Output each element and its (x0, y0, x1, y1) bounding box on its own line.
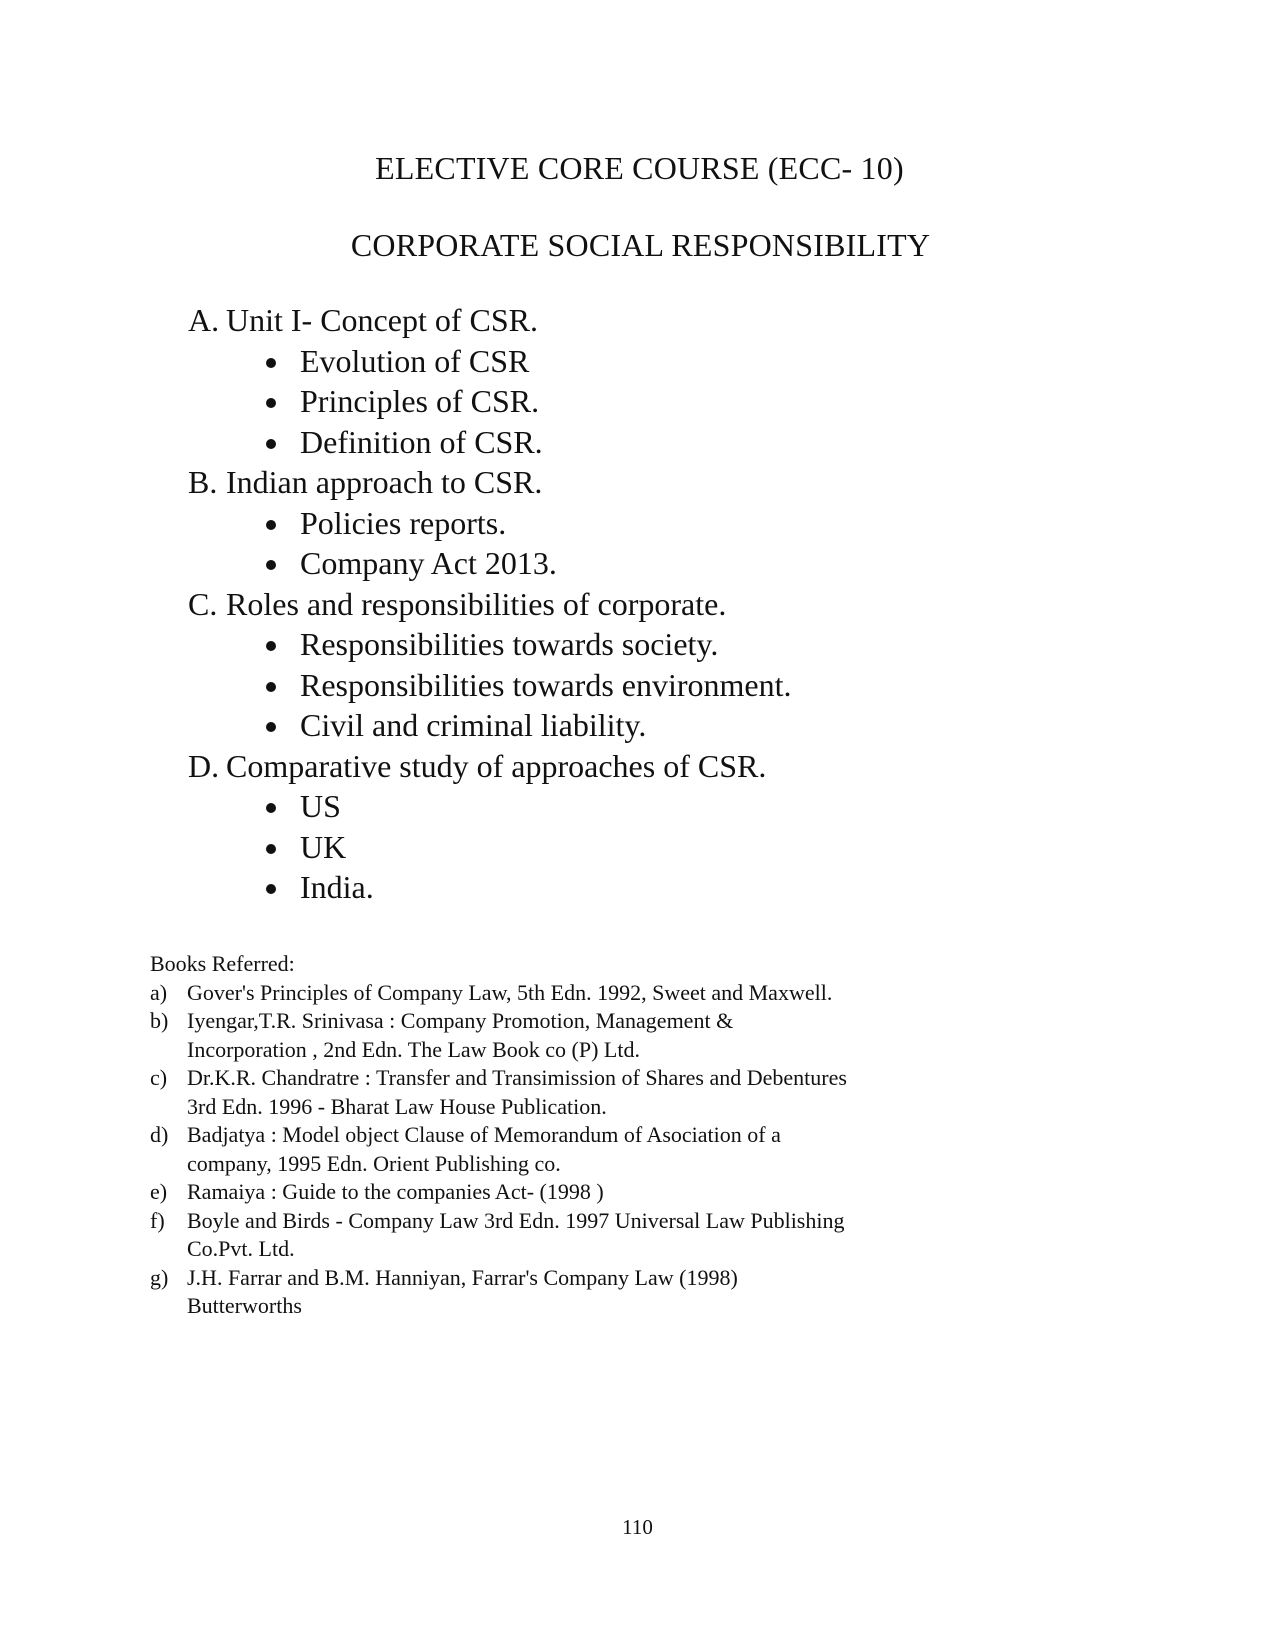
bullet-icon (266, 641, 276, 651)
unit-letter: C. (188, 585, 218, 622)
book-letter: c) (150, 1065, 168, 1090)
unit-letter: A. (188, 302, 220, 338)
unit-item (188, 746, 1188, 908)
book-letter: f) (150, 1207, 165, 1233)
bullet-icon (266, 560, 276, 570)
topic-text: Policies reports. (300, 504, 507, 541)
topic-item (188, 624, 1188, 665)
unit-heading (188, 746, 1188, 787)
topic-item (188, 341, 1188, 382)
page-number: 110 (622, 1515, 653, 1539)
bullet-icon (266, 722, 276, 732)
unit-item (188, 300, 1188, 462)
book-text: Badjatya : Model object Clause of Memorandum of Asociation of a company, 1995 Edn. Orient Publishing co. (187, 1122, 781, 1176)
topic-text: US (300, 788, 341, 824)
bullet-icon (266, 844, 276, 854)
unit-heading (188, 584, 1188, 625)
book-text: J.H. Farrar and B.M. Hanniyan, Farrar's Company Law (1998) Butterworths (187, 1264, 738, 1318)
unit-title: Unit I- Concept of CSR. (226, 302, 538, 338)
topic-item (188, 422, 1188, 463)
topic-text: Civil and criminal liability. (300, 707, 647, 743)
topic-text: Responsibilities towards environment. (300, 666, 792, 703)
book-text: Gover's Principles of Company Law, 5th Edn. 1992, Sweet and Maxwell. (187, 979, 833, 1005)
book-letter: b) (150, 1008, 169, 1033)
books-heading: Books Referred: (150, 951, 295, 976)
topic-list (188, 341, 1188, 463)
book-item (150, 1064, 870, 1121)
book-text: Boyle and Birds - Company Law 3rd Edn. 1997 Universal Law Publishing Co.Pvt. Ltd. (187, 1207, 845, 1261)
bullet-icon (266, 439, 276, 449)
subject-title: CORPORATE SOCIAL RESPONSIBILITY (350, 227, 931, 263)
topic-list (188, 624, 1188, 746)
topic-item (188, 867, 1188, 908)
topic-text: Definition of CSR. (300, 423, 543, 460)
topic-list (188, 503, 1188, 584)
unit-item (188, 462, 1188, 584)
unit-letter: D. (188, 747, 220, 784)
unit-heading (188, 462, 1188, 503)
book-letter: g) (150, 1264, 169, 1290)
unit-title: Roles and responsibilities of corporate. (226, 585, 727, 622)
unit-letter: B. (188, 464, 218, 500)
course-title: ELECTIVE CORE COURSE (ECC- 10) (375, 150, 904, 186)
book-item (150, 1207, 870, 1264)
topic-list (188, 786, 1188, 908)
bullet-icon (266, 520, 276, 530)
topic-text: Evolution of CSR (300, 342, 530, 379)
topic-item (188, 381, 1188, 422)
book-item (150, 979, 870, 1008)
book-letter: d) (150, 1122, 169, 1147)
bullet-icon (266, 358, 276, 368)
bullet-icon (266, 884, 276, 894)
topic-text: Responsibilities towards society. (300, 626, 719, 662)
book-text: Dr.K.R. Chandratre : Transfer and Transimission of Shares and Debentures 3rd Edn. 1996 - Bharat Law House Publication. (187, 1065, 847, 1119)
topic-item (188, 705, 1188, 746)
unit-title: Comparative study of approaches of CSR. (226, 747, 767, 784)
unit-list (188, 300, 1188, 908)
bullet-icon (266, 398, 276, 408)
book-text: Ramaiya : Guide to the companies Act- (1998 ) (187, 1179, 604, 1204)
bullet-icon (266, 682, 276, 692)
book-text: Iyengar,T.R. Srinivasa : Company Promotion, Management & Incorporation , 2nd Edn. The Law Book co (P) Ltd. (187, 1008, 734, 1062)
unit-item (188, 584, 1188, 746)
book-list (150, 979, 870, 1321)
topic-text: Principles of CSR. (300, 383, 540, 419)
book-letter: a) (150, 979, 168, 1005)
bullet-icon (266, 803, 276, 813)
book-item (150, 1007, 870, 1064)
topic-text: India. (300, 869, 374, 905)
topic-text: Company Act 2013. (300, 545, 557, 581)
book-letter: e) (150, 1179, 168, 1204)
book-item (150, 1178, 870, 1207)
topic-text: UK (300, 828, 347, 865)
topic-item (188, 543, 1188, 584)
book-item (150, 1121, 870, 1178)
topic-item (188, 786, 1188, 827)
topic-item (188, 665, 1188, 706)
topic-item (188, 827, 1188, 868)
books-referred (150, 950, 870, 1321)
topic-item (188, 503, 1188, 544)
unit-heading (188, 300, 1188, 341)
unit-title: Indian approach to CSR. (226, 464, 543, 500)
book-item (150, 1264, 870, 1321)
